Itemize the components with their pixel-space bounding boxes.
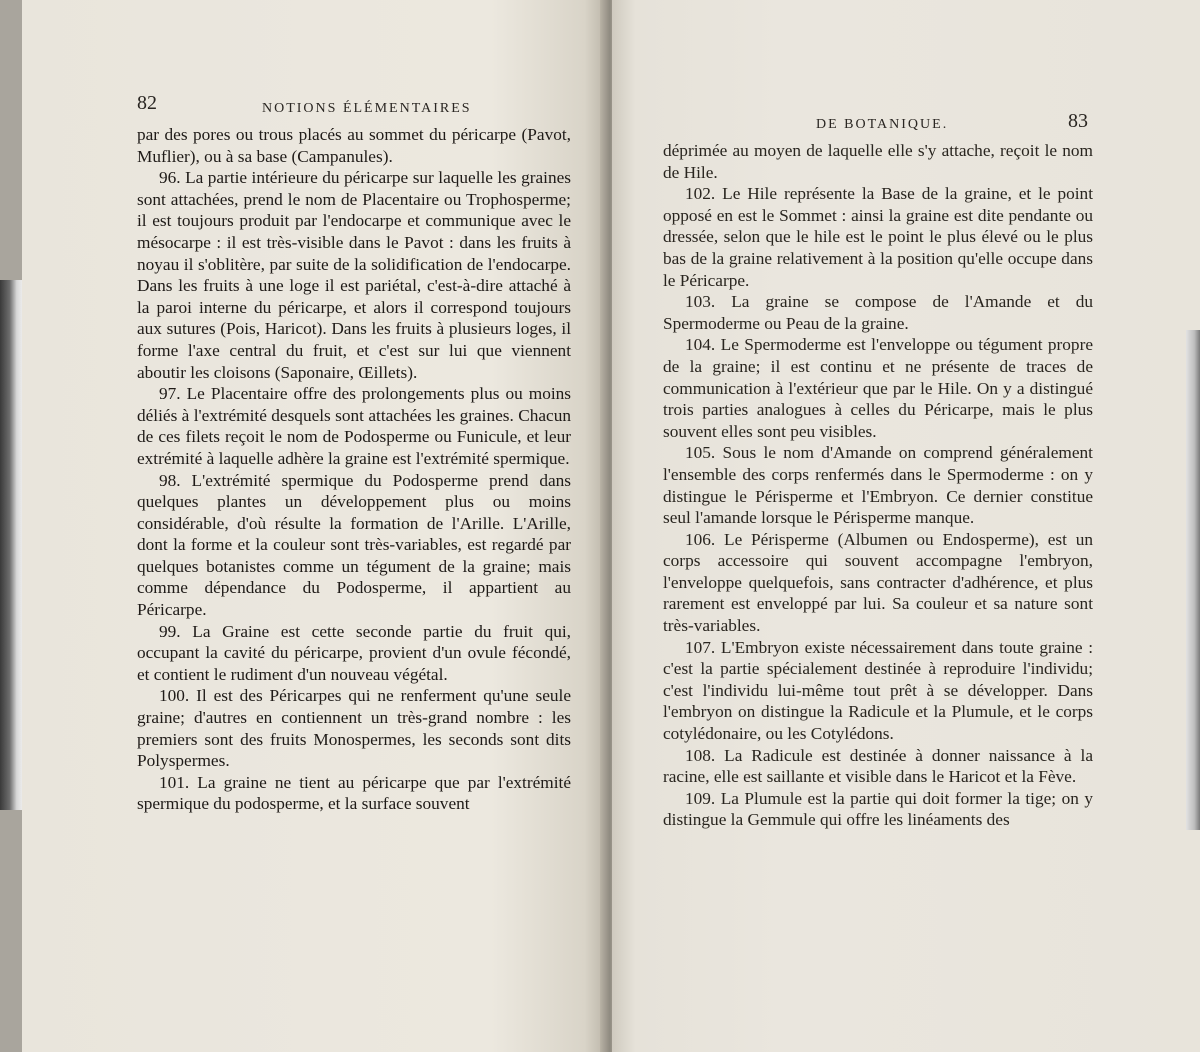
right-paragraph: 105. Sous le nom d'Amande on comprend généralement l'ensemble des corps renfermés dans le Spermoderme : on y distingue le Périsperme et l'Embryon. Ce dernier constitue seul l'amande lorsque le Périsperme manque. (663, 443, 1093, 528)
left-page-edge (0, 280, 24, 810)
right-paragraph: 104. Le Spermoderme est l'enveloppe ou tégument propre de la graine; il est continu et ne présente de traces de communication à l'extérieur que par le Hile. On y a distingué trois parties analogues à celles du Péricarpe, mais le plus souvent elles sont peu visibles. (663, 335, 1093, 441)
left-page-text (137, 124, 571, 815)
right-paragraph: 107. L'Embryon existe nécessairement dans toute graine : c'est la partie spécialement destinée à reproduire l'individu; c'est l'individu lui-même tout prêt à se développer. Dans l'embryon on distingue la Radicule et la Plumule, et le corps cotylédonaire, ou les Cotylédons. (663, 637, 1093, 744)
right-page-number: 83 (1068, 110, 1088, 132)
right-paragraph: 103. La graine se compose de l'Amande et du Spermoderme ou Peau de la graine. (663, 292, 1093, 333)
left-paragraph: 99. La Graine est cette seconde partie du fruit qui, occupant la cavité du péricarpe, provient d'un ovule fécondé, et contient le rudiment d'un nouveau végétal. (137, 621, 571, 684)
left-paragraph: 97. Le Placentaire offre des prolongements plus ou moins déliés à l'extrémité desquels sont attachées les graines. Chacun de ces filets reçoit le nom de Podosperme ou Funicule, et leur extrémité à laquelle adhère la graine est l'extrémité spermique. (137, 384, 571, 468)
right-paragraph: 106. Le Périsperme (Albumen ou Endosperme), est un corps accessoire qui souvent accompagne l'embryon, l'enveloppe quelquefois, sans contracter d'adhérence, et plus rarement est enveloppé par lui. Sa couleur et sa nature sont très-variables. (663, 529, 1093, 636)
right-paragraph: 109. La Plumule est la partie qui doit former la tige; on y distingue la Gemmule qui offre les linéaments des (663, 788, 1093, 830)
right-paragraph: 108. La Radicule est destinée à donner naissance à la racine, elle est saillante et visible dans le Haricot et la Fève. (663, 745, 1093, 787)
left-paragraph: 96. La partie intérieure du péricarpe sur laquelle les graines sont attachées, prend le nom de Placentaire ou Trophosperme; il est toujours produit par l'endocarpe et communique avec le mésocarpe : il est très-visible dans le Pavot : dans les fruits à noyau il s'oblitère, par suite de la solidification de l'endocarpe. Dans les fruits à une loge il est pariétal, c'est-à-dire attaché à la paroi interne du péricarpe, et alors il correspond toujours aux sutures (Pois, Haricot). Dans les fruits à plusieurs loges, il forme l'axe central du fruit, et c'est sur lui que viennent aboutir les cloisons (Saponaire, Œillets). (137, 168, 571, 382)
left-paragraph: 98. L'extrémité spermique du Podosperme prend dans quelques plantes un développement plus ou moins considérable, d'où résulte la formation de l'Arille. L'Arille, dont la forme et la couleur sont très-variables, est regardé par quelques botanistes comme un tégument de la graine; mais comme dépendance du Podosperme, il appartient au Péricarpe. (137, 470, 571, 620)
left-paragraph: 100. Il est des Péricarpes qui ne renferment qu'une seule graine; d'autres en contiennent un très-grand nombre : les premiers sont des fruits Monospermes, les seconds sont dits Polyspermes. (137, 686, 571, 771)
right-paragraph: déprimée au moyen de laquelle elle s'y attache, reçoit le nom de Hile. (663, 141, 1093, 182)
right-paragraph: 102. Le Hile représente la Base de la graine, et le point opposé en est le Sommet : ainsi la graine est dite pendante ou dressée, selon que le hile est le point le plus élevé ou le plus bas de la graine relativement à la position qu'elle occupe dans le Péricarpe. (663, 184, 1093, 290)
left-paragraph: 101. La graine ne tient au péricarpe que par l'extrémité spermique du podosperme, et la surface souvent (137, 772, 571, 814)
right-page-edge (1186, 330, 1200, 830)
left-running-head: NOTIONS ÉLÉMENTAIRES (262, 101, 472, 116)
right-running-head: DE BOTANIQUE. (816, 117, 949, 132)
right-page-text (663, 140, 1093, 831)
left-paragraph: par des pores ou trous placés au sommet du péricarpe (Pavot, Muflier), ou à sa base (Campanules). (137, 125, 571, 166)
left-page-number: 82 (137, 92, 157, 114)
